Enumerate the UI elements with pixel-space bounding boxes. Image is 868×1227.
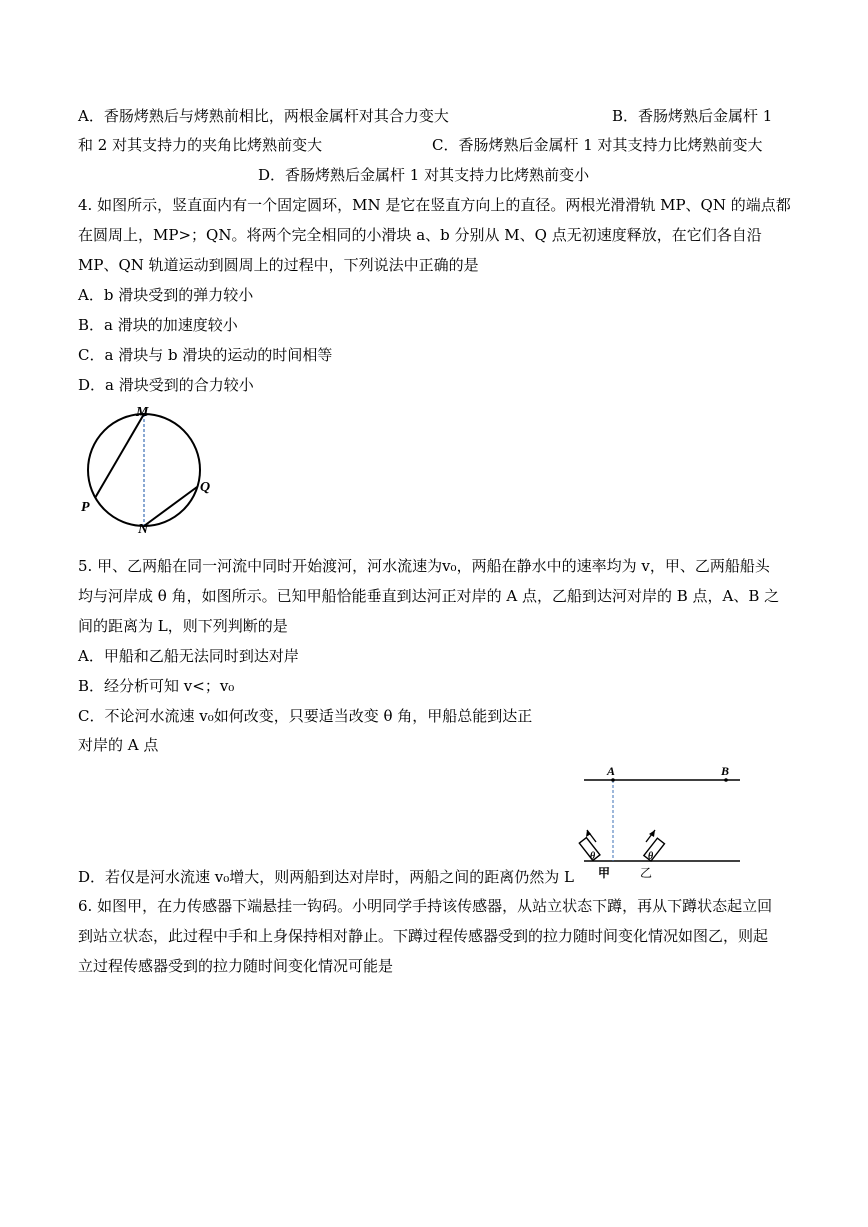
label-a: A: [607, 764, 616, 778]
q6-stem-line2: 到站立状态，此过程中手和上身保持相对静止。下蹲过程传感器受到的拉力随时间变化情况如图乙，则起: [78, 927, 769, 945]
q5-river-figure: [576, 762, 746, 882]
label-b: B: [721, 764, 730, 778]
q4-option-b: B．a 滑块的加速度较小: [78, 316, 238, 334]
q3-option-b-part2: 和 2 对其支持力的夹角比烤熟前变大: [78, 136, 323, 154]
label-jia: 甲: [598, 866, 611, 880]
q4-option-a: A．b 滑块受到的弹力较小: [78, 286, 254, 304]
q4-stem-line2: 在圆周上，MP>；QN。将两个完全相同的小滑块 a、b 分别从 M、Q 点无初速度释放，在它们各自沿: [78, 226, 762, 244]
q5-option-d: D．若仅是河水流速 v₀增大，则两船到达对岸时，两船之间的距离仍然为 L: [78, 868, 575, 886]
boat-yi: [644, 830, 665, 861]
label-m: M: [136, 405, 149, 420]
label-q: Q: [200, 480, 211, 495]
q4-stem-line1: 4. 如图所示，竖直面内有一个固定圆环，MN 是它在竖直方向上的直径。两根光滑滑轨 MP、QN 的端点都: [78, 196, 791, 214]
q5-option-a: A．甲船和乙船无法同时到达对岸: [78, 647, 299, 665]
q3-option-b-part1: B．香肠烤熟后金属杆 1: [612, 107, 773, 125]
point-b-dot: [724, 778, 728, 782]
q6-stem-line1: 6. 如图甲，在力传感器下端悬挂一钩码。小明同学手持该传感器，从站立状态下蹲，再从下蹲状态起立回: [78, 897, 773, 915]
theta-jia: θ: [590, 851, 596, 862]
q5-stem-line2: 均与河岸成 θ 角，如图所示。已知甲船恰能垂直到达河正对岸的 A 点，乙船到达河对岸的 B 点，A、B 之: [78, 587, 780, 605]
q4-option-d: D．a 滑块受到的合力较小: [78, 376, 254, 394]
q4-circle-figure: [78, 403, 228, 533]
q6-stem-line3: 立过程传感器受到的拉力随时间变化情况可能是: [78, 957, 394, 975]
q5-option-c-line1: C．不论河水流速 v₀如何改变，只要适当改变 θ 角，甲船总能到达正: [78, 707, 533, 725]
q3-option-d: D．香肠烤熟后金属杆 1 对其支持力比烤熟前变小: [258, 166, 590, 184]
theta-yi: θ: [648, 851, 654, 862]
label-yi: 乙: [640, 866, 653, 880]
label-n: N: [138, 522, 149, 533]
q3-option-a: A．香肠烤熟后与烤熟前相比，两根金属杆对其合力变大: [78, 107, 449, 125]
q5-option-c-line2: 对岸的 A 点: [78, 736, 159, 754]
q4-stem-line3: MP、QN 轨道运动到圆周上的过程中，下列说法中正确的是: [78, 256, 479, 274]
q5-stem-line3: 间的距离为 L，则下列判断的是: [78, 617, 288, 635]
q4-option-c: C．a 滑块与 b 滑块的运动的时间相等: [78, 346, 333, 364]
q5-option-b: B．经分析可知 v<；v₀: [78, 677, 235, 695]
point-a-dot: [611, 778, 615, 782]
label-p: P: [81, 500, 90, 515]
chord-mp: [95, 414, 144, 498]
q5-stem-line1: 5. 甲、乙两船在同一河流中同时开始渡河，河水流速为v₀，两船在静水中的速率均为 v，甲、乙两船船头: [78, 557, 770, 575]
q3-option-c: C．香肠烤熟后金属杆 1 对其支持力比烤熟前变大: [432, 136, 763, 154]
